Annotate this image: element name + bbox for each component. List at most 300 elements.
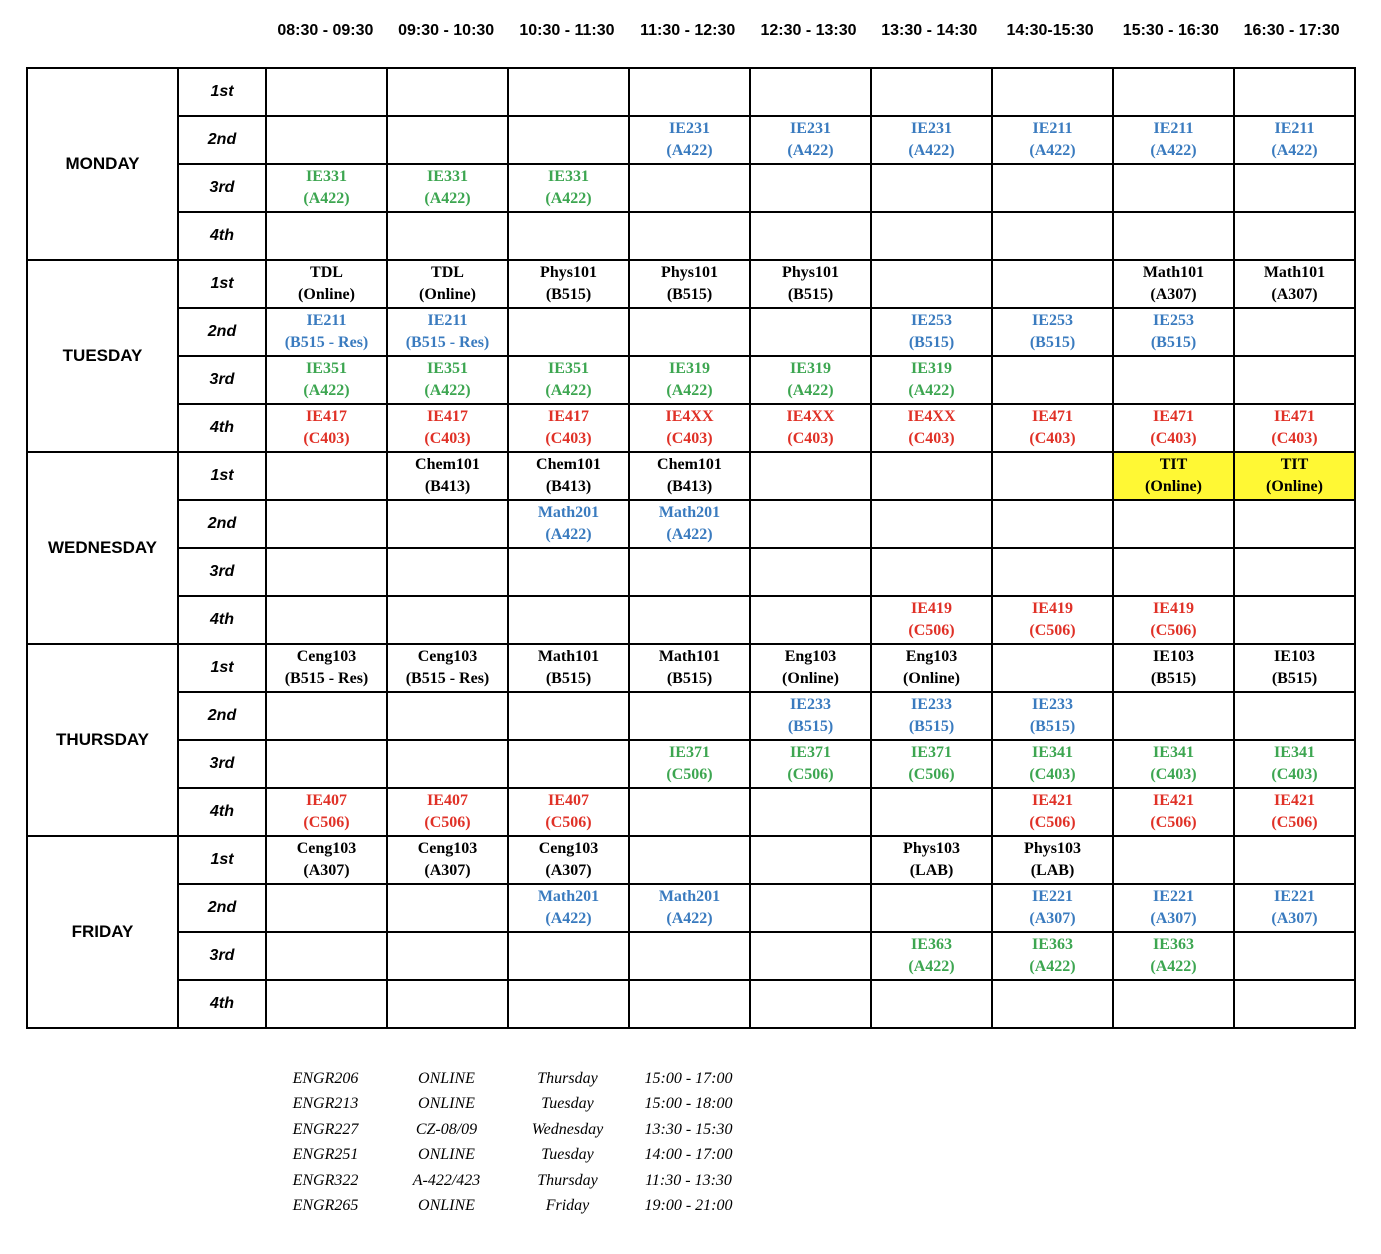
empty-cell — [750, 932, 871, 980]
empty-cell — [387, 212, 508, 260]
course-room: (C403) — [787, 430, 834, 447]
course-room: (A422) — [908, 958, 955, 975]
course-cell — [508, 452, 629, 500]
course-code: IE319 — [790, 360, 831, 377]
schedule-row — [27, 308, 1355, 356]
time-slot-label: 13:30 - 14:30 — [881, 22, 978, 39]
course-cell — [1234, 260, 1355, 308]
course-room: (C403) — [1029, 766, 1076, 783]
time-slot-label: 09:30 - 10:30 — [398, 22, 495, 39]
elective-location: CZ-08/09 — [415, 1120, 478, 1138]
course-cell — [508, 644, 629, 692]
elective-time: 14:00 - 17:00 — [644, 1146, 733, 1164]
course-code: IE211 — [1153, 120, 1194, 137]
course-room: (C506) — [1150, 622, 1197, 639]
empty-cell — [508, 68, 629, 116]
course-code: Ceng103 — [417, 648, 478, 665]
empty-cell — [387, 980, 508, 1028]
course-code: Chem101 — [415, 456, 480, 473]
empty-cell — [266, 548, 387, 596]
course-cell — [1234, 404, 1355, 452]
course-cell — [871, 644, 992, 692]
course-room: (C506) — [908, 622, 955, 639]
course-cell — [266, 404, 387, 452]
course-cell — [992, 836, 1113, 884]
course-code: IE417 — [306, 408, 347, 425]
empty-cell — [1113, 692, 1234, 740]
course-cell — [629, 260, 750, 308]
course-room: (C403) — [545, 430, 592, 447]
period-label: 1st — [178, 644, 266, 692]
empty-cell — [1234, 980, 1355, 1028]
course-cell — [992, 404, 1113, 452]
course-room: (C403) — [1150, 430, 1197, 447]
course-code: IE233 — [911, 696, 952, 713]
period-label: 4th — [178, 212, 266, 260]
elective-location: ONLINE — [418, 1196, 475, 1214]
empty-cell — [1234, 164, 1355, 212]
course-room: (B515) — [908, 718, 955, 735]
empty-cell — [629, 788, 750, 836]
course-cell — [629, 644, 750, 692]
course-code: IE319 — [669, 360, 710, 377]
period-label: 3rd — [178, 164, 266, 212]
course-code: Math201 — [537, 888, 600, 905]
schedule-row — [27, 692, 1355, 740]
course-room: (A422) — [545, 382, 592, 399]
course-cell — [1234, 884, 1355, 932]
course-code: IE253 — [1153, 312, 1194, 329]
empty-cell — [508, 308, 629, 356]
empty-cell — [629, 212, 750, 260]
course-code: Ceng103 — [296, 648, 357, 665]
course-cell — [629, 452, 750, 500]
elective-day: Tuesday — [541, 1146, 594, 1164]
course-code: IE417 — [427, 408, 468, 425]
empty-cell — [871, 980, 992, 1028]
period-label: 1st — [178, 68, 266, 116]
elective-location: ONLINE — [418, 1146, 475, 1164]
course-room: (A422) — [545, 910, 592, 927]
course-cell — [1113, 116, 1234, 164]
course-room: (A422) — [666, 910, 713, 927]
course-cell — [871, 740, 992, 788]
course-cell — [387, 644, 508, 692]
course-room: (A422) — [1150, 958, 1197, 975]
empty-cell — [1113, 164, 1234, 212]
course-room: (A422) — [666, 526, 713, 543]
course-cell — [629, 116, 750, 164]
empty-cell — [992, 212, 1113, 260]
course-cell — [266, 836, 387, 884]
course-cell — [1113, 740, 1234, 788]
course-room: (B413) — [545, 478, 592, 495]
course-code: IE341 — [1153, 744, 1194, 761]
course-cell — [992, 884, 1113, 932]
day-label: THURSDAY — [27, 644, 178, 836]
schedule-row — [27, 596, 1355, 644]
empty-cell — [508, 692, 629, 740]
course-room: (B413) — [424, 478, 471, 495]
empty-cell — [266, 452, 387, 500]
course-code: IE421 — [1032, 792, 1073, 809]
schedule-row — [27, 212, 1355, 260]
course-code: IE421 — [1274, 792, 1315, 809]
course-cell — [1234, 116, 1355, 164]
course-cell — [871, 404, 992, 452]
empty-cell — [750, 788, 871, 836]
schedule-row — [27, 788, 1355, 836]
course-room: (A422) — [1029, 142, 1076, 159]
course-cell — [750, 356, 871, 404]
course-cell — [266, 260, 387, 308]
course-code: IE471 — [1274, 408, 1315, 425]
empty-cell — [387, 68, 508, 116]
elective-day: Friday — [545, 1196, 590, 1214]
elective-day: Thursday — [537, 1070, 598, 1087]
course-room: (A422) — [424, 190, 471, 207]
course-room: (A422) — [424, 382, 471, 399]
course-room: (B515 - Res) — [284, 334, 369, 351]
course-room: (B515) — [787, 286, 834, 303]
course-room: (A307) — [1150, 286, 1197, 303]
empty-cell — [1234, 356, 1355, 404]
elective-code: ENGR206 — [292, 1070, 359, 1087]
period-label: 4th — [178, 788, 266, 836]
empty-cell — [1234, 548, 1355, 596]
empty-cell — [992, 452, 1113, 500]
course-cell — [387, 164, 508, 212]
elective-code: ENGR213 — [292, 1095, 359, 1113]
empty-cell — [508, 932, 629, 980]
course-room: (A422) — [666, 142, 713, 159]
time-slot-header — [265, 22, 1352, 40]
course-room: (C506) — [1271, 814, 1318, 831]
course-room: (LAB) — [1030, 862, 1075, 879]
elective-time: 11:30 - 13:30 — [645, 1171, 732, 1189]
course-room: (C506) — [303, 814, 350, 831]
period-label: 3rd — [178, 356, 266, 404]
course-room: (Online) — [419, 286, 476, 303]
course-code: Math201 — [658, 504, 721, 521]
empty-cell — [871, 788, 992, 836]
period-label: 2nd — [178, 308, 266, 356]
course-room: (A422) — [666, 382, 713, 399]
course-code: Math101 — [658, 648, 721, 665]
empty-cell — [629, 164, 750, 212]
course-code: IE407 — [427, 792, 468, 809]
empty-cell — [1113, 548, 1234, 596]
course-code: IE233 — [1032, 696, 1073, 713]
course-code: IE471 — [1032, 408, 1073, 425]
period-label: 1st — [178, 836, 266, 884]
empty-cell — [750, 164, 871, 212]
course-room: (C403) — [424, 430, 471, 447]
course-room: (C506) — [787, 766, 834, 783]
course-code: Phys103 — [903, 840, 960, 857]
course-cell — [508, 500, 629, 548]
empty-cell — [871, 452, 992, 500]
course-code: Math101 — [1142, 264, 1205, 281]
course-code: IE231 — [669, 120, 710, 137]
empty-cell — [387, 884, 508, 932]
empty-cell — [387, 932, 508, 980]
empty-cell — [1234, 932, 1355, 980]
empty-cell — [871, 68, 992, 116]
course-cell — [629, 884, 750, 932]
course-room: (C403) — [1271, 430, 1318, 447]
period-label: 2nd — [178, 692, 266, 740]
course-cell — [992, 308, 1113, 356]
course-cell — [629, 740, 750, 788]
course-room: (A422) — [787, 142, 834, 159]
course-code: TDL — [431, 264, 464, 281]
elective-time: 15:00 - 17:00 — [644, 1070, 733, 1087]
empty-cell — [1113, 836, 1234, 884]
course-cell — [266, 788, 387, 836]
course-cell — [1113, 884, 1234, 932]
course-room: (B515) — [1150, 670, 1197, 687]
course-code: Eng103 — [905, 648, 958, 665]
course-code: Math201 — [537, 504, 600, 521]
empty-cell — [1113, 356, 1234, 404]
course-room: (LAB) — [909, 862, 954, 879]
course-room: (Online) — [298, 286, 355, 303]
course-code: Math201 — [658, 888, 721, 905]
period-label: 2nd — [178, 500, 266, 548]
course-code: IE4XX — [665, 408, 714, 425]
period-label: 1st — [178, 452, 266, 500]
course-cell — [1234, 740, 1355, 788]
course-cell — [629, 500, 750, 548]
empty-cell — [508, 212, 629, 260]
elective-time: 13:30 - 15:30 — [644, 1120, 733, 1138]
empty-cell — [1234, 836, 1355, 884]
course-code: IE253 — [911, 312, 952, 329]
course-code: Math101 — [537, 648, 600, 665]
empty-cell — [508, 980, 629, 1028]
course-room: (A307) — [1150, 910, 1197, 927]
empty-cell — [508, 740, 629, 788]
course-room: (C506) — [424, 814, 471, 831]
empty-cell — [1234, 500, 1355, 548]
course-cell — [750, 116, 871, 164]
course-code: Phys101 — [661, 264, 718, 281]
course-room: (A422) — [908, 382, 955, 399]
empty-cell — [992, 644, 1113, 692]
course-code: IE421 — [1153, 792, 1194, 809]
course-room: (A422) — [1271, 142, 1318, 159]
course-code: IE221 — [1153, 888, 1194, 905]
course-code: IE253 — [1032, 312, 1073, 329]
empty-cell — [629, 308, 750, 356]
course-code: Chem101 — [657, 456, 722, 473]
empty-cell — [387, 116, 508, 164]
course-room: (C506) — [908, 766, 955, 783]
course-room: (B515 - Res) — [405, 334, 490, 351]
empty-cell — [629, 980, 750, 1028]
elective-location: ONLINE — [418, 1095, 475, 1113]
course-cell — [750, 404, 871, 452]
course-room: (B515) — [908, 334, 955, 351]
course-cell — [1113, 404, 1234, 452]
course-cell — [992, 740, 1113, 788]
elective-code: ENGR265 — [292, 1196, 359, 1214]
course-room: (A422) — [303, 382, 350, 399]
course-cell — [387, 404, 508, 452]
course-code: Ceng103 — [538, 840, 599, 857]
schedule-row — [27, 68, 1355, 116]
period-label: 4th — [178, 596, 266, 644]
elective-row — [265, 1068, 749, 1093]
empty-cell — [1234, 692, 1355, 740]
course-room: (B515) — [787, 718, 834, 735]
empty-cell — [992, 260, 1113, 308]
course-room: (B515) — [666, 670, 713, 687]
course-cell — [1234, 644, 1355, 692]
course-cell — [1113, 596, 1234, 644]
elective-row — [265, 1093, 749, 1118]
course-cell — [992, 692, 1113, 740]
course-room: (C403) — [1271, 766, 1318, 783]
course-room: (A422) — [1150, 142, 1197, 159]
elective-course-list — [265, 1068, 749, 1220]
course-cell — [1113, 788, 1234, 836]
empty-cell — [1234, 212, 1355, 260]
course-room: (A422) — [545, 190, 592, 207]
course-cell — [387, 356, 508, 404]
time-slot-label: 16:30 - 17:30 — [1243, 22, 1340, 39]
course-code: IE4XX — [786, 408, 835, 425]
schedule-row — [27, 452, 1355, 500]
course-room: (A307) — [424, 862, 471, 879]
schedule-row — [27, 404, 1355, 452]
course-code: Ceng103 — [296, 840, 357, 857]
empty-cell — [387, 596, 508, 644]
empty-cell — [508, 548, 629, 596]
course-room: (Online) — [1145, 478, 1202, 495]
empty-cell — [992, 356, 1113, 404]
empty-cell — [992, 68, 1113, 116]
course-room: (A422) — [545, 526, 592, 543]
time-slot-label: 12:30 - 13:30 — [760, 22, 857, 39]
course-cell — [387, 836, 508, 884]
schedule-row — [27, 548, 1355, 596]
course-code: IE371 — [911, 744, 952, 761]
empty-cell — [750, 596, 871, 644]
day-label: TUESDAY — [27, 260, 178, 452]
course-cell — [750, 260, 871, 308]
course-cell — [871, 116, 992, 164]
empty-cell — [266, 692, 387, 740]
course-room: (C403) — [1029, 430, 1076, 447]
empty-cell — [508, 116, 629, 164]
course-room: (C403) — [303, 430, 350, 447]
course-room: (C403) — [1150, 766, 1197, 783]
course-room: (Online) — [1266, 478, 1323, 495]
course-room: (Online) — [782, 670, 839, 687]
course-cell — [871, 836, 992, 884]
course-code: IE351 — [306, 360, 347, 377]
elective-code: ENGR322 — [292, 1171, 359, 1189]
empty-cell — [750, 548, 871, 596]
course-cell — [508, 260, 629, 308]
period-label: 2nd — [178, 116, 266, 164]
schedule-row — [27, 116, 1355, 164]
day-label: MONDAY — [27, 68, 178, 260]
course-cell — [266, 308, 387, 356]
day-label: WEDNESDAY — [27, 452, 178, 644]
empty-cell — [266, 596, 387, 644]
empty-cell — [1113, 500, 1234, 548]
course-code: IE211 — [1274, 120, 1315, 137]
course-cell — [508, 884, 629, 932]
course-cell — [1113, 308, 1234, 356]
course-code: Phys101 — [782, 264, 839, 281]
elective-day: Wednesday — [531, 1120, 604, 1138]
course-code: IE471 — [1153, 408, 1194, 425]
course-cell — [1234, 452, 1355, 500]
course-code: IE211 — [427, 312, 468, 329]
elective-code: ENGR227 — [292, 1120, 359, 1138]
course-code: IE363 — [1153, 936, 1194, 953]
empty-cell — [750, 884, 871, 932]
period-label: 3rd — [178, 548, 266, 596]
empty-cell — [750, 212, 871, 260]
course-code: IE351 — [427, 360, 468, 377]
course-cell — [266, 644, 387, 692]
course-code: IE341 — [1274, 744, 1315, 761]
elective-row — [265, 1170, 749, 1195]
course-code: IE419 — [911, 600, 952, 617]
course-cell — [992, 932, 1113, 980]
empty-cell — [266, 932, 387, 980]
course-room: (C506) — [1029, 814, 1076, 831]
course-code: Ceng103 — [417, 840, 478, 857]
empty-cell — [629, 548, 750, 596]
empty-cell — [871, 212, 992, 260]
course-room: (A422) — [908, 142, 955, 159]
course-room: (B515) — [1150, 334, 1197, 351]
course-cell — [1113, 452, 1234, 500]
course-cell — [992, 788, 1113, 836]
empty-cell — [1113, 212, 1234, 260]
course-code: Phys101 — [540, 264, 597, 281]
course-room: (C403) — [908, 430, 955, 447]
course-code: IE363 — [911, 936, 952, 953]
empty-cell — [387, 692, 508, 740]
time-slot-label: 08:30 - 09:30 — [277, 22, 374, 39]
schedule-row — [27, 884, 1355, 932]
course-room: (B515) — [666, 286, 713, 303]
course-code: IE331 — [306, 168, 347, 185]
empty-cell — [629, 692, 750, 740]
course-room: (A307) — [545, 862, 592, 879]
schedule-row — [27, 164, 1355, 212]
course-code: IE221 — [1032, 888, 1073, 905]
course-code: TIT — [1280, 456, 1309, 473]
course-code: IE371 — [669, 744, 710, 761]
period-label: 4th — [178, 980, 266, 1028]
schedule-row — [27, 740, 1355, 788]
empty-cell — [629, 932, 750, 980]
empty-cell — [871, 884, 992, 932]
course-code: IE211 — [1032, 120, 1073, 137]
course-code: IE407 — [548, 792, 589, 809]
course-cell — [629, 356, 750, 404]
course-code: IE211 — [306, 312, 347, 329]
time-slot-label: 10:30 - 11:30 — [519, 22, 615, 39]
